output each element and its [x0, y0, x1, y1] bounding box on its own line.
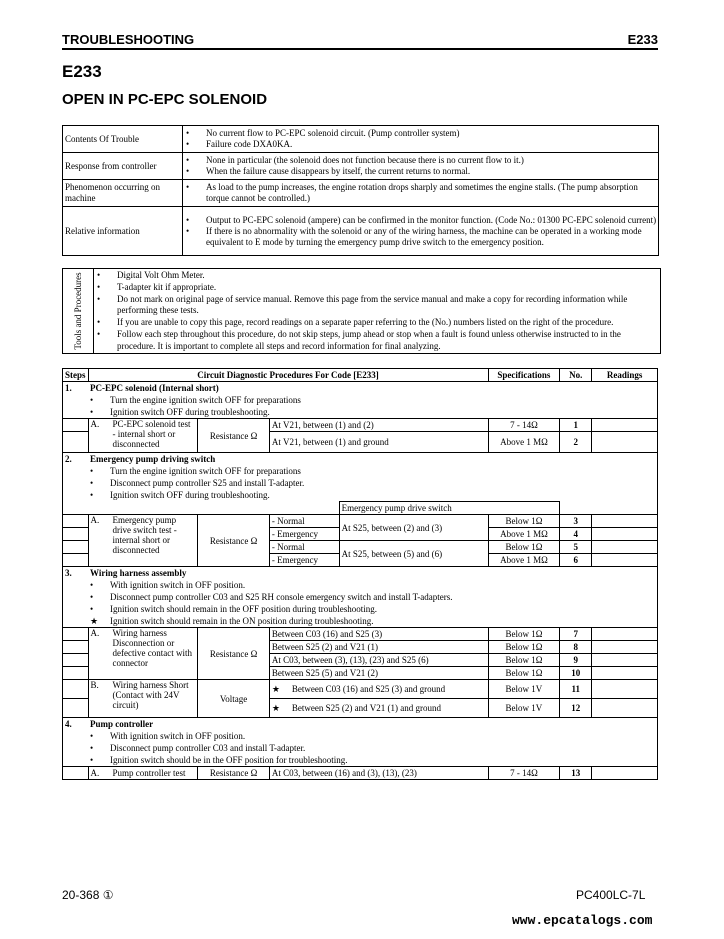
no-cell: 7 [560, 628, 592, 641]
info-key: Contents Of Trouble [63, 126, 183, 153]
step-bullet: Ignition switch should remain in the ON position during troubleshooting. [110, 616, 374, 626]
step-bullet: Disconnect pump controller C03 and S25 RH console emergency switch and install T-adapters. [110, 592, 453, 602]
no-cell: 13 [560, 767, 592, 780]
step-bullet: Ignition switch OFF during troubleshooting. [110, 407, 270, 417]
reading-cell[interactable] [592, 419, 658, 432]
info-row [63, 207, 659, 256]
no-cell: 3 [560, 515, 592, 528]
header-code: E233 [627, 32, 658, 47]
spec-cell: Below 1V [488, 680, 560, 699]
step-bullet: Disconnect pump controller C03 and install T-adapter. [110, 743, 306, 753]
step-bullet: Disconnect pump controller S25 and install T-adapter. [110, 478, 305, 488]
tools-item: • Digital Volt Ohm Meter. [97, 270, 205, 280]
switch-position: - Emergency [269, 528, 339, 541]
test-name: Wiring harness Short (Contact with 24V circuit) [112, 680, 189, 710]
step-row: 4. Pump controller [63, 718, 658, 731]
info-key: Phenomenon occurring on machine [63, 180, 183, 207]
reading-cell[interactable] [592, 432, 658, 453]
info-key: Relative information [63, 207, 183, 256]
switch-header: Emergency pump drive switch [339, 502, 560, 515]
star-icon: ★ [271, 703, 280, 713]
tools-item: • Follow each step throughout this procedure, do not skip steps, jump ahead or stop when a fault is found unless otherwise instructed to in the procedure. It is important to complete all steps and record information for final analyzing. [97, 328, 621, 351]
step-title: Emergency pump driving switch [88, 453, 657, 466]
step-title: Wiring harness assembly [88, 567, 657, 580]
procedure-table: Steps Circuit Diagnostic Procedures For Code [E233] Specifications No. Readings 1. PC-EPC solenoid (Internal short) • Turn the engine ignition switch OFF for preparations • Ignition switch OFF during troubleshooting. A. PC-EPC solenoid test - internal short or disconnected Resistance Ω At V21, between (1) and (2) 7 - 14Ω 1 At V21, between (1) and ground Above 1 MΩ 2 2. Emergency pump driving switch • Turn the engine ignition switch OFF for preparations • Disconnect pump controller S25 and install T-adapter. • Ignition switch OFF during troubleshooting. Emergency pump drive switch A. Emergency pump drive switch test - internal short or disconnected Resistance Ω - Normal At S25, between (2) and (3) Below 1Ω 3 - Emergency Above 1 MΩ 4 - Normal At S25, between (5) and (6) Below 1Ω 5 - Emergency Above 1 MΩ 6 3. Wiring harness assembly • With ignition switch in OFF position. • Disconnect pump controller C03 and S25 RH console emergency switch and install T-adapters. • Ignition switch should remain in the OFF position during troubleshooting. ★ Ignition switch should remain in the ON position during troubleshooting. A. Wiring harness Disconnection or defective contact with connector Resistance Ω Between C03 (16) and S25 (3) Below 1Ω 7 Between S25 (2) and V21 (1) Below 1Ω 8 At C03, between (3), (13), (23) and S25 (6) Below 1Ω 9 Between S25 (5) and V21 (2) Below 1Ω 10 B. Wiring harness Short (Contact with 24V circuit) Voltage ★ Between C03 (16) and S25 (3) and ground Below 1V 11 ★ Between S25 (2) and V21 (1) and ground Below 1V 12 4. Pump controller • With ignition switch in OFF position. • Disconnect pump controller C03 and install T-adapter. • Ignition switch should be in the OFF position for troubleshooting. A. Pump controller test Resistance Ω At C03, between (16) and (3), (13), (23) 7 - 14Ω 13 [62, 368, 658, 780]
reading-cell[interactable] [592, 528, 658, 541]
page-header [62, 32, 658, 50]
reading-cell[interactable] [592, 767, 658, 780]
info-item: • Output to PC-EPC solenoid (ampere) can be confirmed in the monitor function. (Code No.: 01300 PC-EPC solenoid current) [186, 214, 657, 225]
circuit-cell: Between S25 (2) and V21 (1) and ground [291, 703, 441, 713]
tools-and-procedures-box [62, 268, 661, 354]
no-cell: 1 [560, 419, 592, 432]
spec-cell: Below 1Ω [488, 654, 560, 667]
col-steps: Steps [63, 369, 89, 382]
info-row [63, 126, 659, 153]
no-cell: 10 [560, 667, 592, 680]
circuit-cell: Between S25 (5) and V21 (2) [269, 667, 488, 680]
reading-cell[interactable] [592, 515, 658, 528]
no-cell: 12 [560, 699, 592, 718]
circuit-cell: At S25, between (5) and (6) [339, 541, 488, 567]
table-row: A. Wiring harness Disconnection or defective contact with connector Resistance Ω Between C03 (16) and S25 (3) Below 1Ω 7 [63, 628, 658, 641]
info-key: Response from controller [63, 153, 183, 180]
step-bullet: Ignition switch should be in the OFF position for troubleshooting. [110, 755, 348, 765]
step-bullet: Ignition switch should remain in the OFF position during troubleshooting. [110, 604, 378, 614]
page-number: 20-368 ① [62, 888, 114, 902]
error-code: E233 [62, 62, 102, 81]
no-cell: 5 [560, 541, 592, 554]
circuit-cell: At C03, between (3), (13), (23) and S25 (6) [269, 654, 488, 667]
table-row: A. Pump controller test Resistance Ω At C03, between (16) and (3), (13), (23) 7 - 14Ω 13 [63, 767, 658, 780]
test-name: PC-EPC solenoid test - internal short or disconnected [112, 419, 191, 449]
table-row: A. PC-EPC solenoid test - internal short or disconnected Resistance Ω At V21, between (1) and (2) 7 - 14Ω 1 [63, 419, 658, 432]
reading-cell[interactable] [592, 667, 658, 680]
step-title: Pump controller [88, 718, 657, 731]
test-name: Emergency pump drive switch test - internal short or disconnected [112, 515, 177, 555]
test-name: Wiring harness Disconnection or defective contact with connector [112, 628, 192, 668]
spec-cell: Below 1Ω [488, 667, 560, 680]
no-cell: 4 [560, 528, 592, 541]
info-item: • Failure code DXA0KA. [186, 139, 293, 149]
spec-cell: Above 1 MΩ [488, 528, 560, 541]
col-circuit: Circuit Diagnostic Procedures For Code [E233] [88, 369, 488, 382]
step-row: 1. PC-EPC solenoid (Internal short) [63, 382, 658, 395]
spec-cell: 7 - 14Ω [488, 419, 560, 432]
spec-cell: Below 1Ω [488, 628, 560, 641]
reading-cell[interactable] [592, 628, 658, 641]
test-method: Resistance Ω [198, 767, 270, 780]
col-spec: Specifications [488, 369, 560, 382]
circuit-cell: At C03, between (16) and (3), (13), (23) [269, 767, 488, 780]
spec-cell: Below 1Ω [488, 641, 560, 654]
no-cell: 6 [560, 554, 592, 567]
tools-label: Tools and Procedures [73, 272, 83, 350]
step-title: PC-EPC solenoid (Internal short) [88, 382, 657, 395]
info-row [63, 180, 659, 207]
table-row: A. Emergency pump drive switch test - internal short or disconnected Resistance Ω - Normal At S25, between (2) and (3) Below 1Ω 3 [63, 515, 658, 528]
star-icon: ★ [90, 616, 99, 626]
reading-cell[interactable] [592, 654, 658, 667]
info-item: • As load to the pump increases, the engine rotation drops sharply and sometimes the engine stalls. (The pump absorption torque cannot be controlled.) [186, 182, 638, 203]
test-method: Voltage [198, 680, 270, 718]
page-title: OPEN IN PC-EPC SOLENOID [62, 91, 268, 108]
no-cell: 11 [560, 680, 592, 699]
col-readings: Readings [592, 369, 658, 382]
info-item: • If there is no abnormality with the solenoid or any of the wiring harness, the machine can be operated in a working mode equivalent to E mode by turning the emergency pump drive switch to the emergency position. [186, 225, 642, 247]
info-item: • When the failure cause disappears by itself, the current returns to normal. [186, 166, 471, 176]
test-method: Resistance Ω [198, 419, 270, 453]
step-bullet: With ignition switch in OFF position. [110, 580, 246, 590]
step-bullet: Turn the engine ignition switch OFF for preparations [110, 395, 301, 405]
watermark: www.epcatalogs.com [512, 913, 653, 928]
table-row: B. Wiring harness Short (Contact with 24V circuit) Voltage ★ Between C03 (16) and S25 (3) and ground Below 1V 11 [63, 680, 658, 699]
circuit-cell: Between S25 (2) and V21 (1) [269, 641, 488, 654]
spec-cell: Below 1Ω [488, 515, 560, 528]
switch-position: - Emergency [269, 554, 339, 567]
model-number: PC400LC-7L [576, 888, 646, 902]
no-cell: 2 [560, 432, 592, 453]
spec-cell: Below 1Ω [488, 541, 560, 554]
step-bullet: With ignition switch in OFF position. [110, 731, 246, 741]
switch-position: - Normal [269, 541, 339, 554]
tools-item: • Do not mark on original page of service manual. Remove this page from the service manual and make a copy for recording information while performing these tests. [97, 293, 628, 316]
col-no: No. [560, 369, 592, 382]
reading-cell[interactable] [592, 541, 658, 554]
no-cell: 9 [560, 654, 592, 667]
reading-cell[interactable] [592, 699, 658, 718]
no-cell: 8 [560, 641, 592, 654]
step-row: 3. Wiring harness assembly [63, 567, 658, 580]
step-bullet: Ignition switch OFF during troubleshooting. [110, 490, 270, 500]
info-row [63, 153, 659, 180]
circuit-cell: At V21, between (1) and (2) [269, 419, 488, 432]
circuit-cell: At V21, between (1) and ground [269, 432, 488, 453]
test-name: Pump controller test [112, 768, 186, 778]
star-icon: ★ [271, 684, 280, 694]
tools-item: • T-adapter kit if appropriate. [97, 281, 217, 292]
info-item: • None in particular (the solenoid does not function because there is no current flow to it.) [186, 155, 524, 165]
reading-cell[interactable] [592, 680, 658, 699]
circuit-cell: At S25, between (2) and (3) [339, 515, 488, 541]
test-method: Resistance Ω [198, 628, 270, 680]
spec-cell: Below 1V [488, 699, 560, 718]
tools-item: • If you are unable to copy this page, record readings on a separate paper referring to the (No.) numbers listed on the right of the procedure. [97, 317, 614, 328]
section-title: TROUBLESHOOTING [62, 32, 195, 47]
table-header-row [63, 369, 658, 382]
reading-cell[interactable] [592, 641, 658, 654]
test-method: Resistance Ω [198, 515, 270, 567]
switch-position: - Normal [269, 515, 339, 528]
spec-cell: Above 1 MΩ [488, 432, 560, 453]
step-bullet: Turn the engine ignition switch OFF for preparations [110, 466, 301, 476]
circuit-cell: Between C03 (16) and S25 (3) and ground [291, 684, 446, 694]
spec-cell: 7 - 14Ω [488, 767, 560, 780]
reading-cell[interactable] [592, 554, 658, 567]
trouble-info-table [62, 125, 659, 256]
info-item: • No current flow to PC-EPC solenoid circuit. (Pump controller system) [186, 128, 460, 138]
circuit-cell: Between C03 (16) and S25 (3) [269, 628, 488, 641]
step-row: 2. Emergency pump driving switch [63, 453, 658, 466]
spec-cell: Above 1 MΩ [488, 554, 560, 567]
